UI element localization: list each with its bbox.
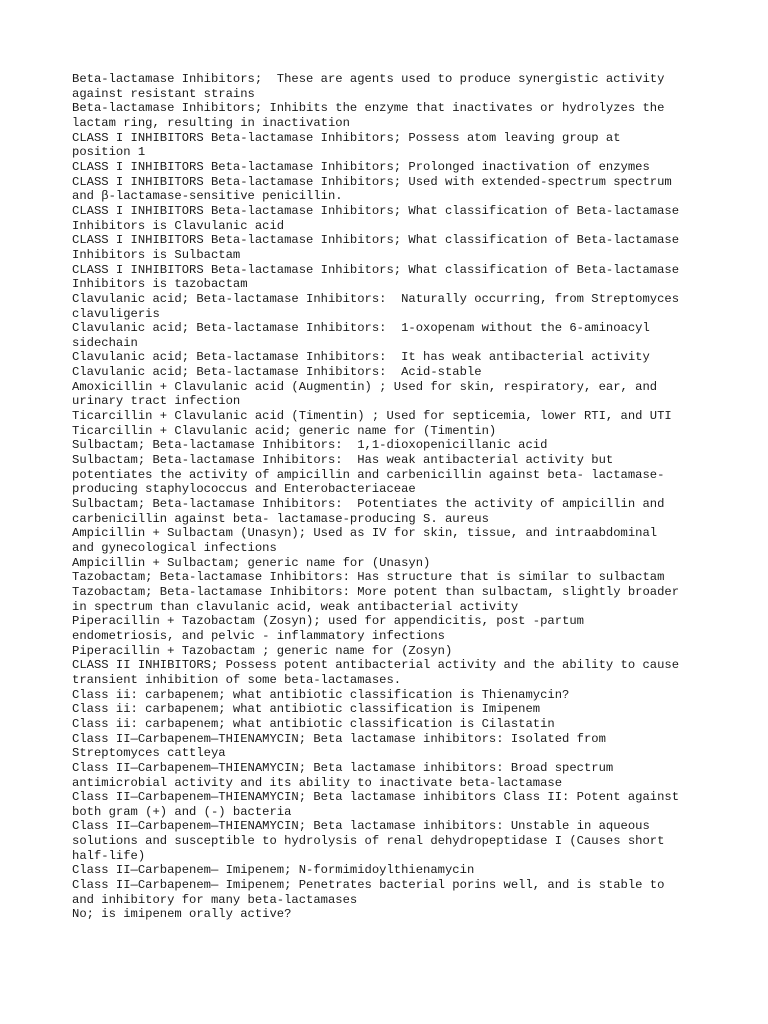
flashcard-entry: CLASS I INHIBITORS Beta-lactamase Inhibitors; Possess atom leaving group at position 1 xyxy=(72,130,621,160)
flashcard-entry: CLASS I INHIBITORS Beta-lactamase Inhibitors; What classification of Beta-lactamase Inhibitors is tazobactam xyxy=(72,262,680,292)
flashcard-entry: Ticarcillin + Clavulanic acid (Timentin) ; Used for septicemia, lower RTI, and UTI xyxy=(72,409,672,424)
flashcard-entry: Piperacillin + Tazobactam ; generic name for (Zosyn) xyxy=(72,643,453,658)
flashcard-entry: Clavulanic acid; Beta-lactamase Inhibitors: 1-oxopenam without the 6-aminoacyl sidechain xyxy=(72,321,650,350)
flashcard-entry: Class II—Carbapenem—THIENAMYCIN; Beta lactamase inhibitors Class II: Potent against both gram (+) and (-) bacteria xyxy=(72,790,680,819)
flashcard-entry: Clavulanic acid; Beta-lactamase Inhibitors: Acid-stable xyxy=(72,365,482,380)
flashcard-entry: Tazobactam; Beta-lactamase Inhibitors: Has structure that is similar to sulbactam xyxy=(72,570,665,585)
flashcard-entry: Ampicillin + Sulbactam (Unasyn); Used as IV for skin, tissue, and intraabdominal and gynecological infections xyxy=(72,526,658,555)
flashcard-entry: Ampicillin + Sulbactam; generic name for (Unasyn) xyxy=(72,555,431,570)
flashcard-entry: Class ii: carbapenem; what antibiotic classification is Cilastatin xyxy=(72,716,555,731)
flashcard-entry: Class ii: carbapenem; what antibiotic classification is Thienamycin? xyxy=(72,687,570,702)
flashcard-entry: Tazobactam; Beta-lactamase Inhibitors: More potent than sulbactam, slightly broader in spectrum than clavulanic acid, weak antibacterial activity xyxy=(72,584,680,614)
flashcard-entry: Sulbactam; Beta-lactamase Inhibitors: Has weak antibacterial activity but potentiates the activity of ampicillin and carbenicillin against beta- lactamase- producing staphylococcus and Enterobacteriaceae xyxy=(72,453,665,497)
flashcard-entry: Sulbactam; Beta-lactamase Inhibitors: Potentiates the activity of ampicillin and carbenicillin against beta- lactamase-producing S. aureus xyxy=(72,497,665,526)
flashcard-entry: Piperacillin + Tazobactam (Zosyn); used for appendicitis, post -partum endometriosis, and pelvic - inflammatory infections xyxy=(72,614,584,643)
flashcard-entry: CLASS I INHIBITORS Beta-lactamase Inhibitors; What classification of Beta-lactamase Inhibitors is Clavulanic acid xyxy=(72,203,680,233)
flashcard-entry: Beta-lactamase Inhibitors; Inhibits the enzyme that inactivates or hydrolyzes the lactam ring, resulting in inactivation xyxy=(72,101,665,130)
flashcard-entry: Class II—Carbapenem—THIENAMYCIN; Beta lactamase inhibitors: Isolated from Streptomyces cattleya xyxy=(72,731,606,761)
flashcard-entry: Ticarcillin + Clavulanic acid; generic name for (Timentin) xyxy=(72,423,497,438)
flashcard-entry: Class II—Carbapenem— Imipenem; Penetrates bacterial porins well, and is stable to and inhibitory for many beta-lactamases xyxy=(72,878,665,907)
flashcard-entry: CLASS I INHIBITORS Beta-lactamase Inhibitors; Prolonged inactivation of enzymes xyxy=(72,159,650,174)
flashcard-entry: No; is imipenem orally active? xyxy=(72,907,292,922)
flashcard-entry: Class II—Carbapenem— Imipenem; N-formimidoylthienamycin xyxy=(72,863,475,878)
flashcard-entry: Clavulanic acid; Beta-lactamase Inhibitors: Naturally occurring, from Streptomyces clavuligeris xyxy=(72,291,680,321)
flashcard-entry: Class ii: carbapenem; what antibiotic classification is Imipenem xyxy=(72,702,541,717)
flashcard-entry: CLASS I INHIBITORS Beta-lactamase Inhibitors; Used with extended-spectrum spectrum and β-lactamase-sensitive penicillin. xyxy=(72,174,672,204)
flashcard-entry: Beta-lactamase Inhibitors; These are agents used to produce synergistic activity against resistant strains xyxy=(72,72,665,101)
document-page xyxy=(72,72,712,922)
flashcard-entry: CLASS I INHIBITORS Beta-lactamase Inhibitors; What classification of Beta-lactamase Inhibitors is Sulbactam xyxy=(72,233,680,262)
flashcard-entry: Class II—Carbapenem—THIENAMYCIN; Beta lactamase inhibitors: Broad spectrum antimicrobial activity and its ability to inactivate beta-lactamase xyxy=(72,760,614,790)
flashcard-entry: Amoxicillin + Clavulanic acid (Augmentin) ; Used for skin, respiratory, ear, and urinary tract infection xyxy=(72,379,658,409)
flashcard-entry: Class II—Carbapenem—THIENAMYCIN; Beta lactamase inhibitors: Unstable in aqueous solutions and susceptible to hydrolysis of renal dehydropeptidase I (Causes short half-life) xyxy=(72,819,665,863)
flashcard-entry: Clavulanic acid; Beta-lactamase Inhibitors: It has weak antibacterial activity xyxy=(72,350,650,365)
flashcard-entry: Sulbactam; Beta-lactamase Inhibitors: 1,1-dioxopenicillanic acid xyxy=(72,438,548,453)
flashcard-entry: CLASS II INHIBITORS; Possess potent antibacterial activity and the ability to cause transient inhibition of some beta-lactamases. xyxy=(72,658,680,687)
